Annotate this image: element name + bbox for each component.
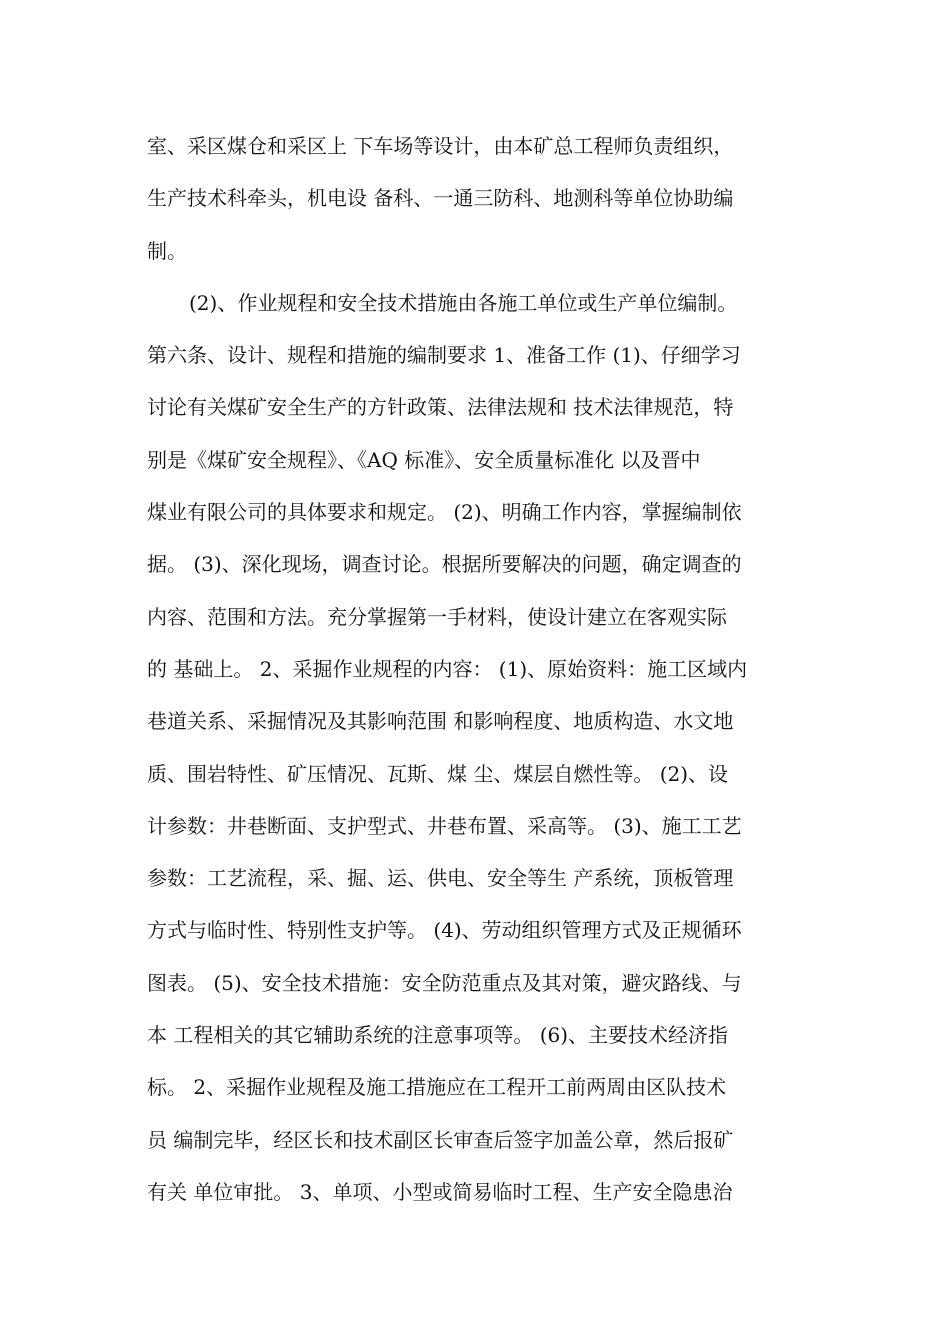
text-line: 方式与临时性、特别性支护等。 (4)、劳动组织管理方式及正规循环 bbox=[147, 918, 742, 943]
text-line: 的 基础上。 2、采掘作业规程的内容： (1)、原始资料：施工区域内 bbox=[147, 656, 748, 681]
text-line: 巷道关系、采掘情况及其影响范围 和影响程度、地质构造、水文地 bbox=[147, 709, 734, 734]
text-line: 别是《煤矿安全规程》、《AQ 标准》、安全质量标准化 以及晋中 bbox=[147, 447, 701, 472]
text-line: 煤业有限公司的具体要求和规定。 (2)、明确工作内容，掌握编制依 bbox=[147, 500, 742, 525]
text-line: 室、采区煤仓和采区上 下车场等设计，由本矿总工程师负责组织， bbox=[147, 134, 734, 158]
text-line: 生产技术科牵头，机电设 备科、一通三防科、地测科等单位协助编 bbox=[147, 186, 734, 211]
text-line: 标。 2、采掘作业规程及施工措施应在工程开工前两周由区队技术 bbox=[147, 1075, 727, 1100]
text-line: 有关 单位审批。 3、单项、小型或简易临时工程、生产安全隐患治 bbox=[147, 1179, 733, 1204]
text-line: 质、围岩特性、矿压情况、瓦斯、煤 尘、煤层自燃性等。 (2)、设 bbox=[147, 761, 729, 786]
text-line: 第六条、设计、规程和措施的编制要求 1、准备工作 (1)、仔细学习 bbox=[147, 343, 741, 368]
text-line: (2)、作业规程和安全技术措施由各施工单位或生产单位编制。 bbox=[189, 290, 738, 315]
text-line: 制。 bbox=[147, 238, 187, 263]
text-line: 讨论有关煤矿安全生产的方针政策、法律法规和 技术法律规范，特 bbox=[147, 395, 734, 420]
text-line: 本 工程相关的其它辅助系统的注意事项等。 (6)、主要技术经济指 bbox=[147, 1023, 729, 1048]
text-line: 图表。 (5)、安全技术措施：安全防范重点及其对策，避灾路线、与 bbox=[147, 970, 742, 995]
text-line: 内容、范围和方法。充分掌握第一手材料，使设计建立在客观实际 bbox=[147, 604, 727, 629]
text-line: 计参数：井巷断面、支护型式、井巷布置、采高等。 (3)、施工工艺 bbox=[147, 813, 742, 838]
text-line: 据。 (3)、深化现场，调查讨论。根据所要解决的问题，确定调查的 bbox=[147, 552, 742, 577]
body-text bbox=[147, 120, 807, 1218]
text-line: 参数：工艺流程，采、掘、运、供电、安全等生 产系统，顶板管理 bbox=[147, 866, 734, 891]
text-line: 员 编制完毕，经区长和技术副区长审查后签字加盖公章，然后报矿 bbox=[147, 1127, 734, 1152]
